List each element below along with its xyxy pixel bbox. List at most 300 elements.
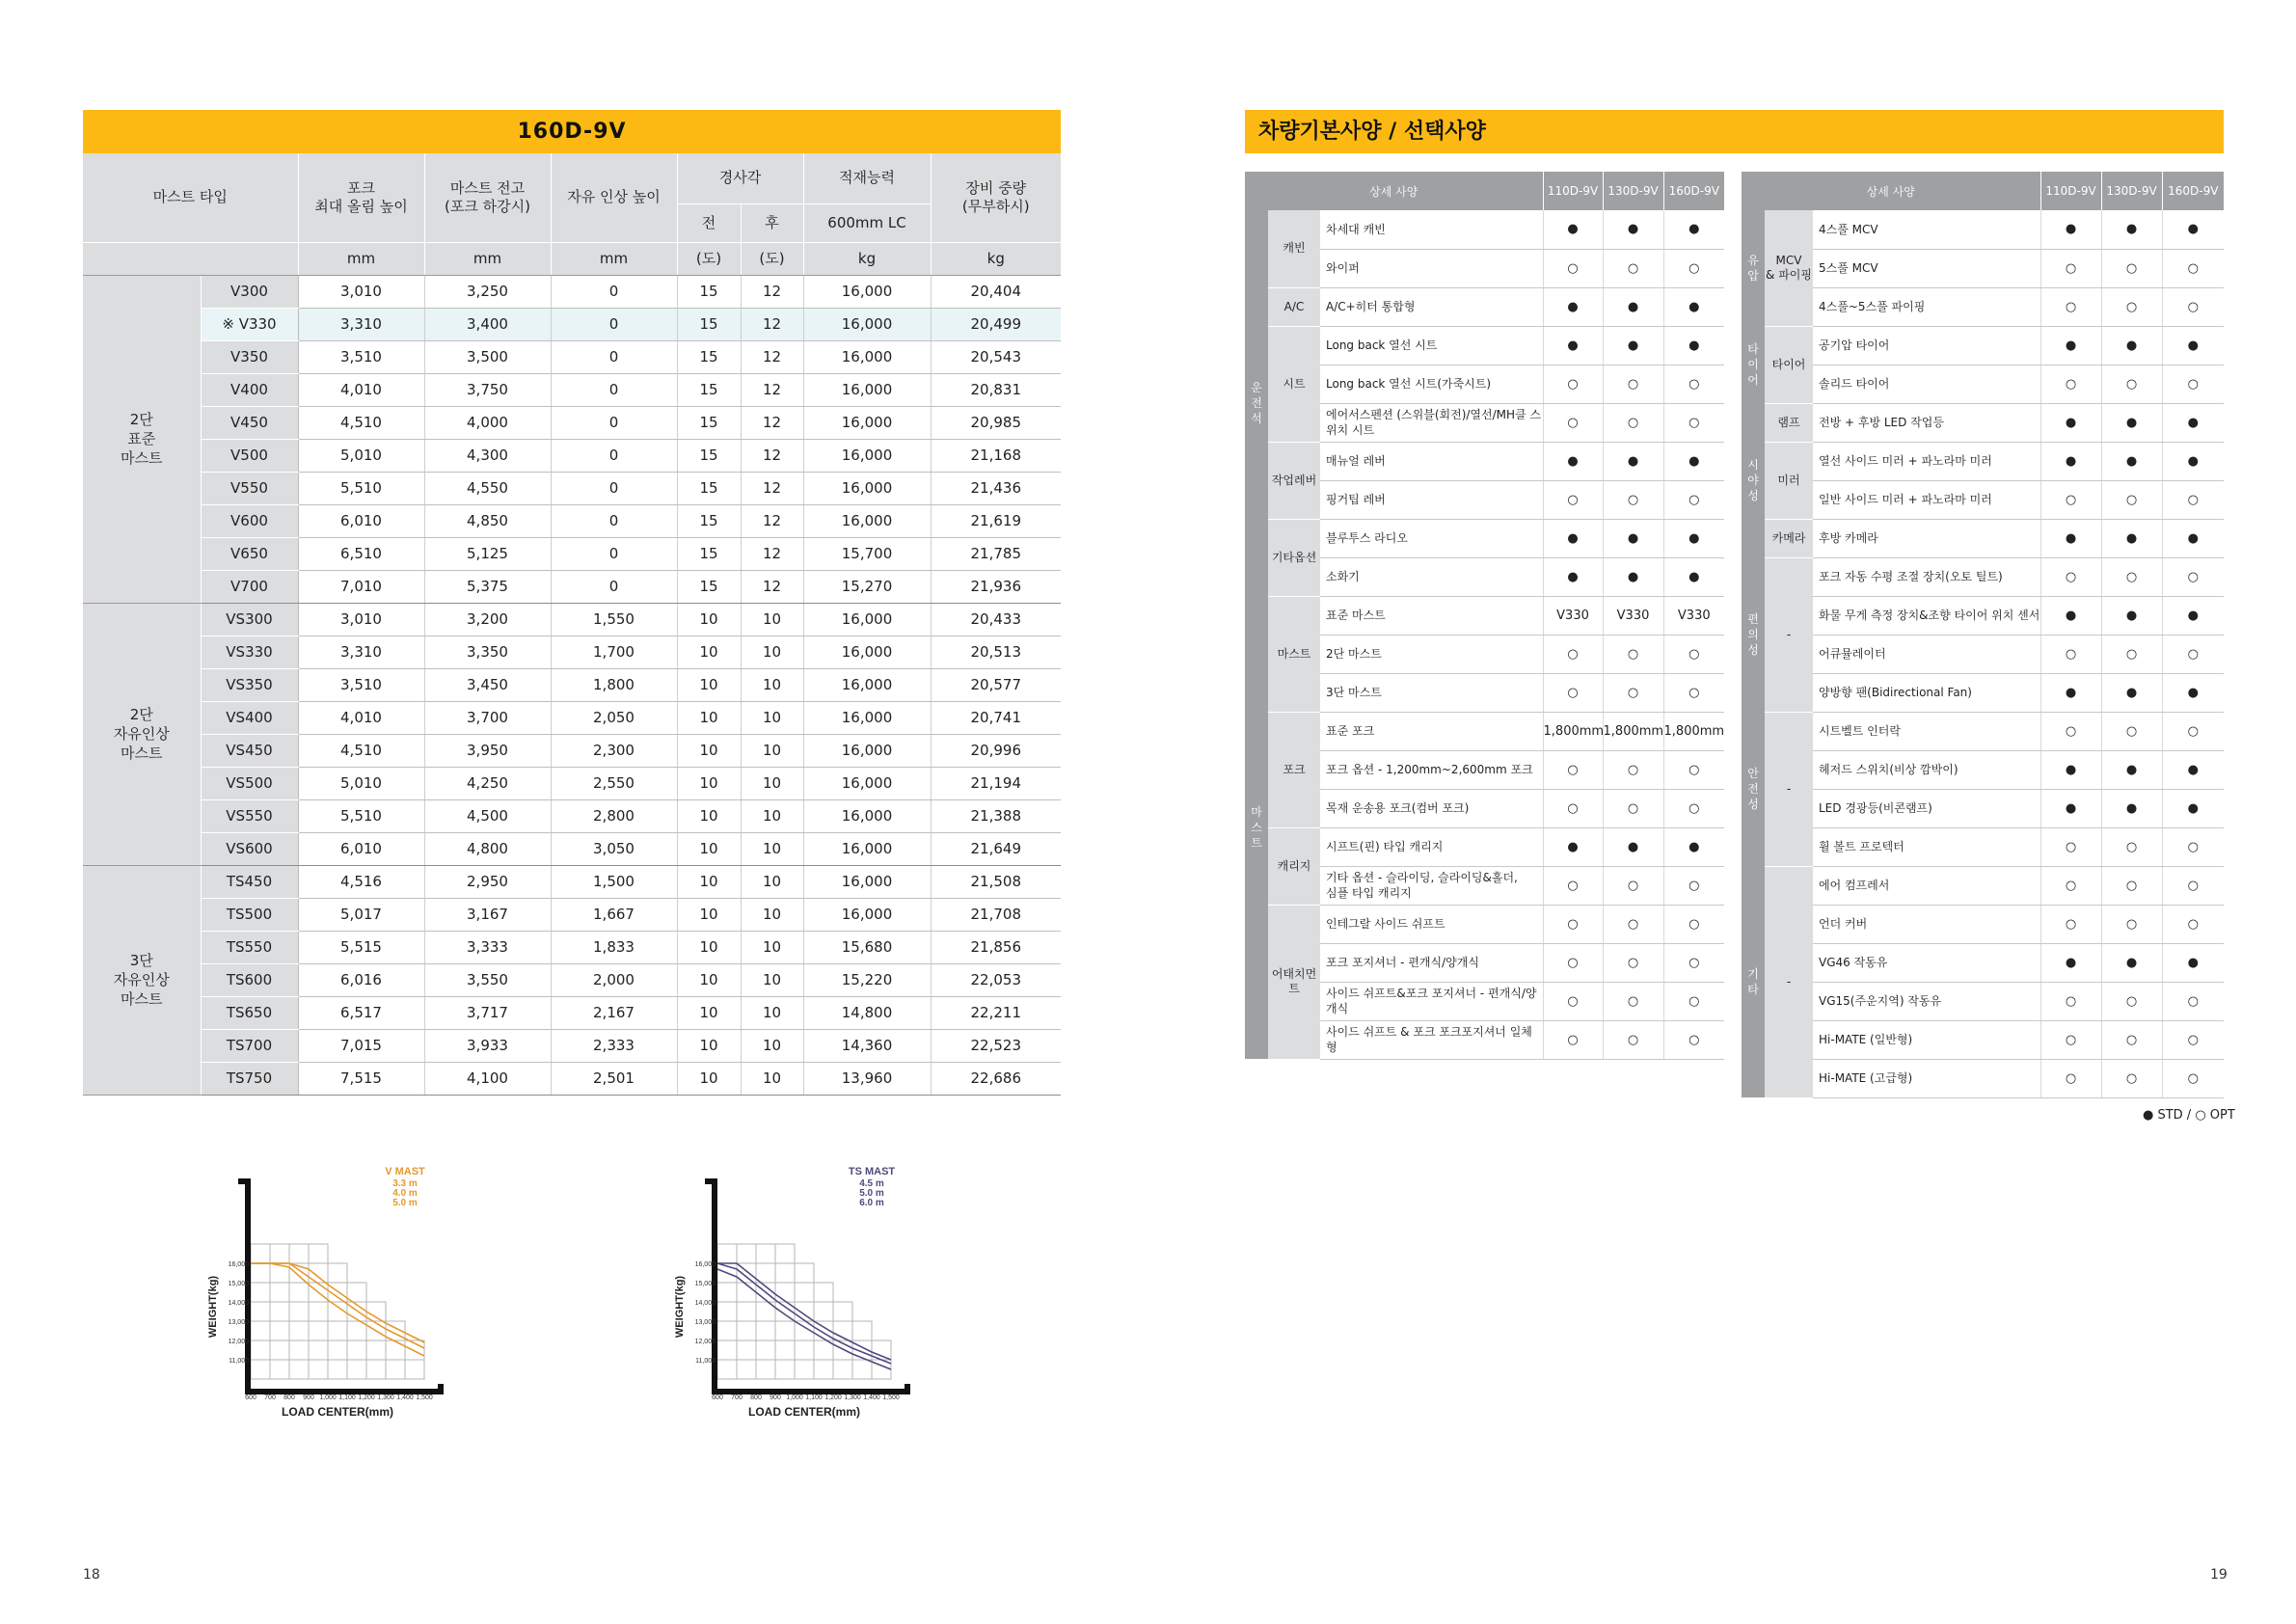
spec-item: 인테그랄 사이드 쉬프트 [1320, 905, 1543, 943]
spec-row [1742, 750, 2224, 789]
table-cell: 16,000 [803, 472, 931, 504]
spec-value: ● [1603, 210, 1663, 249]
table-cell: 5,125 [424, 537, 551, 570]
table-cell: 15 [677, 340, 741, 373]
spec-subcategory: 캐리지 [1268, 827, 1320, 905]
table-cell: 2,550 [551, 767, 677, 799]
grid-cell [737, 1340, 756, 1360]
table-cell: 5,510 [298, 799, 424, 832]
table-cell: 22,686 [931, 1062, 1061, 1095]
spec-value: ○ [2101, 1020, 2162, 1059]
mast-model: V300 [201, 275, 298, 308]
table-cell: 5,375 [424, 570, 551, 603]
table-cell: 21,856 [931, 931, 1061, 963]
table-cell: 10 [677, 996, 741, 1029]
x-tick-label: 1,200 [824, 1394, 842, 1401]
spec-title: 차량기본사양 / 선택사양 [1258, 120, 1486, 144]
spec-item: 공기압 타이어 [1813, 326, 2040, 365]
grid-cell [775, 1283, 795, 1302]
x-tick-label: 600 [245, 1394, 257, 1401]
spec-row [1742, 827, 2224, 866]
spec-value: ● [1663, 557, 1724, 596]
spec-value: ○ [1663, 750, 1724, 789]
spec-value: 1,800mm [1663, 712, 1724, 750]
grid-cell [366, 1340, 386, 1360]
table-cell: 21,388 [931, 799, 1061, 832]
table-cell: 3,950 [424, 734, 551, 767]
spec-value: ○ [1543, 480, 1603, 519]
table-cell: 5,010 [298, 767, 424, 799]
grid-cell [270, 1302, 289, 1321]
spec-left-header-160: 160D-9V [1663, 172, 1724, 210]
spec-subcategory: MCV & 파이핑 [1765, 210, 1813, 326]
mast-model: VS500 [201, 767, 298, 799]
spec-value: ○ [1663, 403, 1724, 442]
header-mast-type: 마스트 타입 [83, 153, 298, 242]
series-line-3.3m [251, 1263, 424, 1342]
table-cell: 5,010 [298, 439, 424, 472]
spec-row [1742, 982, 2224, 1020]
table-cell: 3,550 [424, 963, 551, 996]
grid-cell [756, 1340, 775, 1360]
spec-row [1245, 287, 1724, 326]
table-cell: 3,933 [424, 1029, 551, 1062]
table-cell: 4,010 [298, 373, 424, 406]
spec-value: ● [2101, 519, 2162, 557]
spec-row [1245, 596, 1724, 635]
table-cell: 16,000 [803, 636, 931, 668]
table-row [83, 439, 1061, 472]
spec-row [1742, 442, 2224, 480]
grid-cell [270, 1321, 289, 1340]
spec-value: ○ [1663, 866, 1724, 905]
table-cell: 16,000 [803, 406, 931, 439]
unit-kg: kg [931, 242, 1061, 275]
spec-value: ● [2162, 789, 2224, 827]
spec-value: ○ [1603, 1020, 1663, 1059]
mast-model: V700 [201, 570, 298, 603]
spec-value: ○ [2101, 866, 2162, 905]
table-cell: 0 [551, 537, 677, 570]
grid-cell [775, 1244, 795, 1263]
y-tick-label: 11,000 [695, 1358, 716, 1365]
table-row [83, 406, 1061, 439]
grid-cell [775, 1340, 795, 1360]
spec-subcategory: 램프 [1765, 403, 1813, 442]
spec-value: 1,800mm [1603, 712, 1663, 750]
spec-item: 2단 마스트 [1320, 635, 1543, 673]
spec-value: ○ [1603, 365, 1663, 403]
y-tick-label: 15,000 [228, 1281, 249, 1287]
spec-item: 핑거팁 레버 [1320, 480, 1543, 519]
grid-cell [756, 1263, 775, 1283]
grid-cell [251, 1302, 270, 1321]
spec-value: ○ [2162, 287, 2224, 326]
spec-item: Hi-MATE (고급형) [1813, 1059, 2040, 1097]
table-row [83, 570, 1061, 603]
spec-item: 4스풀 MCV [1813, 210, 2040, 249]
table-cell: 10 [741, 636, 803, 668]
grid-cell [251, 1283, 270, 1302]
table-cell: 16,000 [803, 439, 931, 472]
spec-value: ○ [1543, 982, 1603, 1020]
spec-item: Long back 열선 시트 [1320, 326, 1543, 365]
table-cell: 10 [677, 832, 741, 865]
spec-value: ● [2162, 596, 2224, 635]
table-cell: 4,510 [298, 734, 424, 767]
spec-category: 마 스 트 [1245, 596, 1268, 1059]
spec-row [1742, 287, 2224, 326]
spec-value: ● [2101, 943, 2162, 982]
table-row [83, 373, 1061, 406]
spec-item: 5스풀 MCV [1813, 249, 2040, 287]
spec-value: ○ [1543, 673, 1603, 712]
table-cell: 5,017 [298, 898, 424, 931]
grid-cell [289, 1340, 309, 1360]
table-cell: 1,500 [551, 865, 677, 898]
mast-model: TS650 [201, 996, 298, 1029]
table-cell: 16,000 [803, 898, 931, 931]
mast-model: TS700 [201, 1029, 298, 1062]
table-cell: 3,400 [424, 308, 551, 340]
spec-value: ● [2162, 210, 2224, 249]
grid-cell [756, 1360, 775, 1379]
spec-row [1245, 326, 1724, 365]
mast-model: ※ V330 [201, 308, 298, 340]
spec-value: ● [1603, 287, 1663, 326]
grid-cell [833, 1302, 852, 1321]
x-tick-label: 1,200 [358, 1394, 375, 1401]
table-cell: 4,510 [298, 406, 424, 439]
table-cell: 12 [741, 275, 803, 308]
spec-value: ● [2040, 442, 2101, 480]
spec-item: 헤저드 스위치(비상 깜박이) [1813, 750, 2040, 789]
table-cell: 10 [741, 734, 803, 767]
mast-model: V350 [201, 340, 298, 373]
table-cell: 13,960 [803, 1062, 931, 1095]
spec-value: ● [2040, 750, 2101, 789]
x-tick-label: 900 [770, 1394, 781, 1401]
header-free-lift: 자유 인상 높이 [551, 153, 677, 242]
table-cell: 21,436 [931, 472, 1061, 504]
mast-model: VS550 [201, 799, 298, 832]
table-cell: 1,800 [551, 668, 677, 701]
table-cell: 20,513 [931, 636, 1061, 668]
grid-cell [775, 1263, 795, 1283]
spec-value: ○ [2040, 249, 2101, 287]
series-line-5.0m [251, 1263, 424, 1356]
spec-value: ● [2162, 673, 2224, 712]
x-tick-label: 800 [284, 1394, 295, 1401]
spec-value: ● [1543, 827, 1603, 866]
spec-subcategory: - [1765, 712, 1813, 866]
y-tick-label: 13,000 [228, 1319, 249, 1326]
spec-value: ○ [2162, 905, 2224, 943]
spec-value: ● [2040, 673, 2101, 712]
spec-row [1742, 365, 2224, 403]
table-cell: 3,700 [424, 701, 551, 734]
table-row [83, 1062, 1061, 1095]
spec-item: 표준 포크 [1320, 712, 1543, 750]
table-cell: 3,333 [424, 931, 551, 963]
table-cell: 10 [677, 799, 741, 832]
spec-value: ● [2101, 442, 2162, 480]
spec-left-header-detail: 상세 사양 [1245, 172, 1543, 210]
x-tick-label: 1,400 [863, 1394, 880, 1401]
spec-row [1742, 403, 2224, 442]
spec-value: ○ [2040, 557, 2101, 596]
header-capacity-lc: 600mm LC [803, 203, 931, 242]
spec-value: ○ [2040, 827, 2101, 866]
table-cell: 10 [741, 701, 803, 734]
grid-cell [347, 1283, 366, 1302]
y-tick-label: 12,000 [228, 1339, 249, 1345]
mast-spec-table-block [83, 110, 1061, 1096]
table-cell: 0 [551, 406, 677, 439]
spec-value: ○ [2101, 905, 2162, 943]
grid-cell [795, 1283, 814, 1302]
table-cell: 15 [677, 504, 741, 537]
table-cell: 4,800 [424, 832, 551, 865]
legend-entry: 5.0 m [859, 1188, 884, 1199]
spec-category: 운 전 석 [1245, 210, 1268, 596]
table-cell: 15 [677, 439, 741, 472]
table-cell: 5,515 [298, 931, 424, 963]
table-cell: 21,619 [931, 504, 1061, 537]
grid-cell [795, 1340, 814, 1360]
spec-right-header-110: 110D-9V [2040, 172, 2101, 210]
table-cell: 12 [741, 439, 803, 472]
table-cell: 0 [551, 340, 677, 373]
table-cell: 12 [741, 340, 803, 373]
spec-value: ● [2101, 750, 2162, 789]
y-tick-label: 16,000 [228, 1261, 249, 1268]
table-cell: 2,000 [551, 963, 677, 996]
spec-value: ● [2040, 403, 2101, 442]
y-tick-label: 13,000 [694, 1319, 716, 1326]
spec-row [1742, 210, 2224, 249]
legend-entry: 6.0 m [859, 1198, 884, 1208]
table-cell: 16,000 [803, 799, 931, 832]
spec-value: ● [2040, 789, 2101, 827]
spec-value: ○ [1663, 673, 1724, 712]
y-axis-title: WEIGHT(kg) [674, 1275, 686, 1339]
table-cell: 10 [741, 996, 803, 1029]
spec-value: ● [1603, 326, 1663, 365]
spec-category: 기 타 [1742, 866, 1765, 1097]
table-row [83, 734, 1061, 767]
spec-value: ○ [2040, 866, 2101, 905]
spec-value: ○ [1603, 905, 1663, 943]
spec-item: 포크 포지셔너 - 편개식/양개식 [1320, 943, 1543, 982]
legend-entry: 5.0 m [392, 1198, 418, 1208]
grid-cell [814, 1283, 833, 1302]
table-cell: 22,053 [931, 963, 1061, 996]
table-cell: 15 [677, 537, 741, 570]
spec-value: ● [1543, 557, 1603, 596]
table-cell: 4,250 [424, 767, 551, 799]
spec-row [1245, 827, 1724, 866]
grid-cell [717, 1340, 737, 1360]
table-cell: 10 [741, 865, 803, 898]
x-tick-label: 1,500 [416, 1394, 433, 1401]
series-line-4.5m [717, 1263, 891, 1360]
table-row [83, 898, 1061, 931]
ts-mast-chart-svg [660, 1162, 1007, 1422]
y-tick-label: 15,000 [694, 1281, 716, 1287]
spec-row [1245, 905, 1724, 943]
spec-right-header-detail: 상세 사양 [1742, 172, 2040, 210]
table-cell: 12 [741, 504, 803, 537]
table-cell: 3,010 [298, 275, 424, 308]
chart-title: TS MAST [848, 1166, 896, 1177]
grid-cell [328, 1263, 347, 1283]
table-cell: 10 [741, 799, 803, 832]
table-row [83, 537, 1061, 570]
table-cell: 4,300 [424, 439, 551, 472]
spec-row [1742, 789, 2224, 827]
spec-value: ● [2040, 210, 2101, 249]
spec-item: 에어 컴프레서 [1813, 866, 2040, 905]
page-number-left: 18 [83, 1567, 100, 1583]
spec-value: ○ [1603, 750, 1663, 789]
header-fork-max-height: 포크 최대 올림 높이 [298, 153, 424, 242]
x-tick-label: 700 [264, 1394, 276, 1401]
spec-value: ○ [1603, 982, 1663, 1020]
spec-right-header-160: 160D-9V [2162, 172, 2224, 210]
table-row [83, 1029, 1061, 1062]
grid-cell [405, 1360, 424, 1379]
spec-value: ● [2162, 442, 2224, 480]
spec-item: 3단 마스트 [1320, 673, 1543, 712]
grid-cell [309, 1302, 328, 1321]
table-cell: 16,000 [803, 504, 931, 537]
spec-value: ○ [2040, 1059, 2101, 1097]
spec-value: ● [2040, 326, 2101, 365]
grid-cell [737, 1321, 756, 1340]
spec-value: ○ [1603, 789, 1663, 827]
table-cell: 16,000 [803, 767, 931, 799]
table-cell: 15 [677, 308, 741, 340]
mast-model: VS350 [201, 668, 298, 701]
table-cell: 6,010 [298, 832, 424, 865]
table-cell: 20,499 [931, 308, 1061, 340]
spec-value: ○ [1603, 403, 1663, 442]
table-cell: 10 [741, 603, 803, 636]
grid-cell [737, 1360, 756, 1379]
spec-row [1742, 943, 2224, 982]
grid-cell [347, 1360, 366, 1379]
grid-cell [795, 1263, 814, 1283]
spec-subcategory: A/C [1268, 287, 1320, 326]
spec-value: ○ [1663, 943, 1724, 982]
spec-item: 사이드 쉬프트 & 포크 포크포지셔너 일체형 [1320, 1020, 1543, 1059]
table-cell: 16,000 [803, 603, 931, 636]
grid-cell [309, 1340, 328, 1360]
spec-item: 차세대 캐빈 [1320, 210, 1543, 249]
spec-item: 매뉴얼 레버 [1320, 442, 1543, 480]
spec-value: ● [1543, 287, 1603, 326]
grid-cell [328, 1340, 347, 1360]
x-tick-label: 1,500 [882, 1394, 900, 1401]
spec-value: ● [2040, 519, 2101, 557]
table-cell: 3,510 [298, 340, 424, 373]
spec-table-right [1742, 172, 2224, 1098]
spec-row [1245, 442, 1724, 480]
spec-value: ● [2101, 210, 2162, 249]
spec-item: LED 경광등(비콘램프) [1813, 789, 2040, 827]
spec-value: ○ [2162, 365, 2224, 403]
grid-cell [251, 1321, 270, 1340]
y-tick-label: 14,000 [228, 1300, 249, 1307]
chart-title: V MAST [385, 1166, 425, 1177]
spec-value: ○ [1543, 403, 1603, 442]
table-cell: 15,680 [803, 931, 931, 963]
v-mast-load-chart [193, 1162, 540, 1426]
x-tick-label: 1,300 [377, 1394, 394, 1401]
x-tick-label: 1,400 [396, 1394, 414, 1401]
spec-value: ○ [1543, 905, 1603, 943]
table-cell: 15,270 [803, 570, 931, 603]
grid-cell [852, 1321, 872, 1340]
table-cell: 15 [677, 570, 741, 603]
spec-subcategory: - [1765, 557, 1813, 712]
spec-value: ● [1543, 210, 1603, 249]
table-cell: 3,750 [424, 373, 551, 406]
spec-item: 화물 무게 측정 장치&조향 타이어 위치 센서 [1813, 596, 2040, 635]
table-cell: 16,000 [803, 865, 931, 898]
x-axis-title: LOAD CENTER(mm) [748, 1405, 860, 1419]
page-number-right: 19 [2210, 1567, 2228, 1583]
header-capacity: 적재능력 [803, 153, 931, 203]
spec-subcategory: 타이어 [1765, 326, 1813, 403]
spec-value: ● [1543, 326, 1603, 365]
spec-value: ● [1603, 442, 1663, 480]
spec-item: 시트벨트 인터락 [1813, 712, 2040, 750]
spec-item: 사이드 쉬프트&포크 포지셔너 - 편개식/양개식 [1320, 982, 1543, 1020]
table-cell: 1,667 [551, 898, 677, 931]
spec-row [1742, 557, 2224, 596]
table-cell: 20,433 [931, 603, 1061, 636]
spec-value: ○ [2101, 712, 2162, 750]
table-cell: 21,708 [931, 898, 1061, 931]
table-cell: 3,350 [424, 636, 551, 668]
grid-cell [289, 1244, 309, 1263]
mast-table-title: 160D-9V [83, 110, 1061, 153]
spec-value: ○ [2162, 712, 2224, 750]
spec-value: ○ [2040, 287, 2101, 326]
table-cell: 6,517 [298, 996, 424, 1029]
spec-item: 휠 볼트 프로텍터 [1813, 827, 2040, 866]
spec-value: ○ [1543, 750, 1603, 789]
spec-value: ● [2101, 403, 2162, 442]
grid-cell [775, 1360, 795, 1379]
spec-value: ○ [2040, 982, 2101, 1020]
spec-value: ○ [1603, 943, 1663, 982]
spec-item: 와이퍼 [1320, 249, 1543, 287]
spec-value: ○ [1603, 635, 1663, 673]
table-cell: 20,996 [931, 734, 1061, 767]
spec-category: 타 이 어 [1742, 326, 1765, 403]
grid-cell [289, 1360, 309, 1379]
spec-item: VG46 작동유 [1813, 943, 2040, 982]
x-tick-label: 600 [712, 1394, 723, 1401]
spec-row [1742, 480, 2224, 519]
table-cell: 0 [551, 570, 677, 603]
table-cell: 21,168 [931, 439, 1061, 472]
x-tick-label: 1,300 [844, 1394, 861, 1401]
spec-row [1742, 905, 2224, 943]
